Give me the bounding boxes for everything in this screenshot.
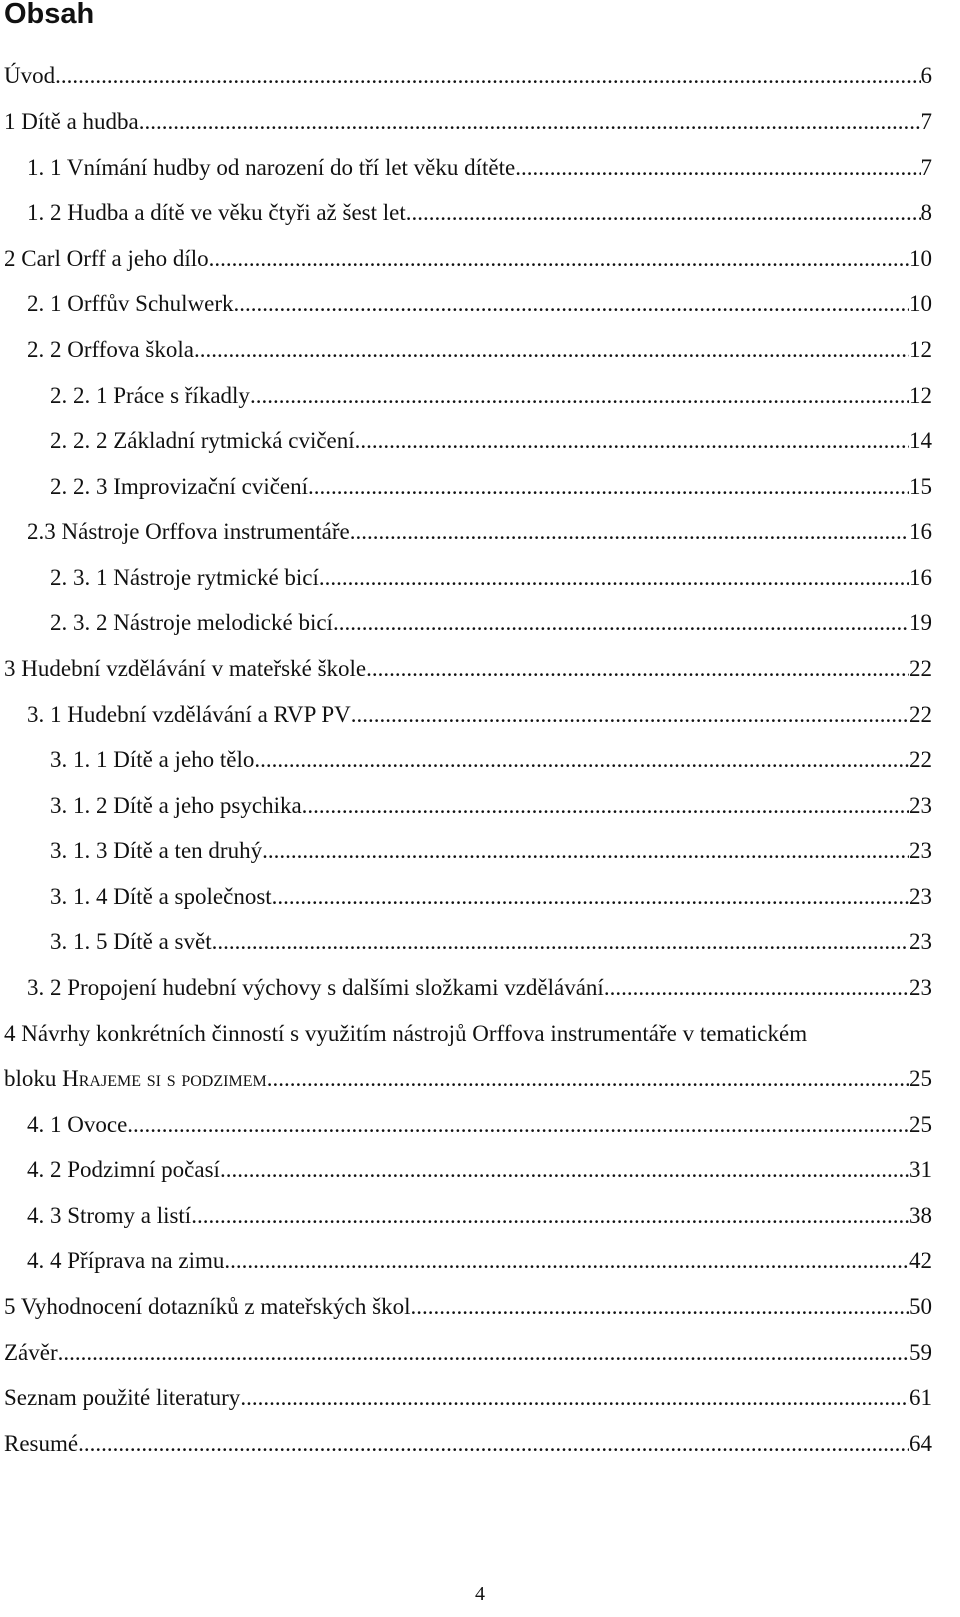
toc-entry-title: 2.3 Nástroje Orffova instrumentáře — [27, 519, 350, 544]
toc-entry-title: 4. 2 Podzimní počasí — [27, 1157, 220, 1182]
block-name: Hrajeme si s podzimem — [62, 1066, 267, 1091]
toc-entry-literature[interactable] — [4, 1383, 932, 1413]
dot-leader — [410, 1292, 909, 1322]
toc-entry-page: 22 — [909, 656, 932, 681]
toc-entry-title: 2. 3. 1 Nástroje rytmické bicí — [50, 565, 319, 590]
toc-entry-page: 19 — [909, 610, 932, 635]
toc-entry-page: 14 — [909, 428, 932, 453]
toc-entry-1-1[interactable] — [27, 153, 932, 183]
dot-leader — [515, 153, 920, 183]
toc-entry-title: Závěr — [4, 1340, 58, 1365]
toc-entry-title-continuation — [4, 1064, 267, 1094]
toc-entry-title: 1 Dítě a hudba — [4, 109, 139, 134]
toc-entry-chapter-2[interactable] — [4, 244, 932, 274]
toc-entry-page: 22 — [909, 747, 932, 772]
toc-entry-title: Seznam použité literatury — [4, 1385, 241, 1410]
toc-entry-uvod[interactable] — [4, 61, 932, 91]
toc-entry-page: 25 — [909, 1066, 932, 1091]
toc-entry-page: 12 — [909, 337, 932, 362]
toc-entry-title: 4. 4 Příprava na zimu — [27, 1248, 225, 1273]
toc-entry-chapter-5[interactable] — [4, 1292, 932, 1322]
toc-entry-3-1-1[interactable] — [50, 745, 932, 775]
toc-entry-title: 2. 1 Orffův Schulwerk — [27, 291, 234, 316]
toc-entry-4-4[interactable] — [27, 1246, 932, 1276]
toc-entry-page: 38 — [909, 1203, 932, 1228]
dot-leader — [406, 198, 921, 228]
dot-leader — [55, 61, 920, 91]
toc-entry-chapter-4-line-2[interactable] — [4, 1064, 932, 1094]
toc-entry-3-1-4[interactable] — [50, 882, 932, 912]
toc-entry-title: 3. 1 Hudební vzdělávání a RVP PV — [27, 702, 351, 727]
dot-leader — [209, 244, 909, 274]
toc-entry-page: 10 — [909, 291, 932, 316]
dot-leader — [350, 517, 909, 547]
dot-leader — [272, 882, 909, 912]
toc-entry-page: 10 — [909, 246, 932, 271]
toc-entry-page: 12 — [909, 383, 932, 408]
toc-entry-page: 31 — [909, 1157, 932, 1182]
toc-entry-page: 59 — [909, 1340, 932, 1365]
dot-leader — [262, 836, 909, 866]
dot-leader — [302, 791, 909, 821]
toc-entry-title: 4 Návrhy konkrétních činností s využitím nástrojů Orffova instrumentáře v tematickém — [4, 1021, 808, 1046]
toc-entry-chapter-3[interactable] — [4, 654, 932, 684]
dot-leader — [250, 381, 909, 411]
toc-entry-title: Resumé — [4, 1431, 79, 1456]
toc-entry-page: 8 — [920, 200, 932, 225]
toc-entry-title: 2. 2. 3 Improvizační cvičení — [50, 474, 309, 499]
toc-entry-chapter-4-line-1[interactable] — [4, 1019, 807, 1049]
dot-leader — [191, 1201, 909, 1231]
toc-entry-2-2[interactable] — [27, 335, 932, 365]
toc-entry-title: 3. 1. 1 Dítě a jeho tělo — [50, 747, 255, 772]
toc-entry-zaver[interactable] — [4, 1338, 932, 1368]
toc-entry-title: 3. 1. 5 Dítě a svět — [50, 929, 212, 954]
dot-leader — [604, 973, 909, 1003]
toc-entry-3-2[interactable] — [27, 973, 932, 1003]
dot-leader — [194, 335, 909, 365]
toc-entry-title: 3. 1. 2 Dítě a jeho psychika — [50, 793, 302, 818]
dot-leader — [254, 745, 909, 775]
dot-leader — [267, 1064, 909, 1094]
toc-entry-page: 23 — [909, 793, 932, 818]
toc-entry-page: 61 — [909, 1385, 932, 1410]
dot-leader — [351, 700, 909, 730]
toc-entry-2-3[interactable] — [27, 517, 932, 547]
toc-entry-4-3[interactable] — [27, 1201, 932, 1231]
toc-entry-title: 3. 1. 4 Dítě a společnost — [50, 884, 272, 909]
toc-entry-4-2[interactable] — [27, 1155, 932, 1185]
toc-entry-page: 15 — [909, 474, 932, 499]
toc-entry-page: 16 — [909, 519, 932, 544]
toc-entry-page: 7 — [920, 155, 932, 180]
toc-entry-3-1-2[interactable] — [50, 791, 932, 821]
dot-leader — [240, 1383, 909, 1413]
toc-entry-2-1[interactable] — [27, 289, 932, 319]
toc-entry-title: 2. 2. 1 Práce s říkadly — [50, 383, 250, 408]
toc-entry-page: 42 — [909, 1248, 932, 1273]
toc-entry-page: 16 — [909, 565, 932, 590]
dot-leader — [366, 654, 909, 684]
toc-entry-title: 5 Vyhodnocení dotazníků z mateřských škol — [4, 1294, 411, 1319]
toc-entry-2-3-2[interactable] — [50, 608, 932, 638]
toc-entry-title: 3 Hudební vzdělávání v mateřské škole — [4, 656, 367, 681]
toc-entry-page: 64 — [909, 1431, 932, 1456]
toc-entry-title: Úvod — [4, 63, 56, 88]
dot-leader — [220, 1155, 909, 1185]
continuation-prefix: bloku — [4, 1066, 63, 1091]
toc-entry-3-1-5[interactable] — [50, 927, 932, 957]
toc-entry-resume[interactable] — [4, 1429, 932, 1459]
dot-leader — [58, 1338, 909, 1368]
toc-entry-title: 4. 1 Ovoce — [27, 1112, 128, 1137]
toc-entry-3-1-3[interactable] — [50, 836, 932, 866]
toc-entry-title: 2. 3. 2 Nástroje melodické bicí — [50, 610, 333, 635]
toc-entry-title: 2 Carl Orff a jeho dílo — [4, 246, 209, 271]
dot-leader — [355, 426, 909, 456]
page-number: 4 — [475, 1583, 485, 1605]
toc-entry-title: 3. 1. 3 Dítě a ten druhý — [50, 838, 263, 863]
toc-entry-title: 2. 2 Orffova škola — [27, 337, 194, 362]
toc-entry-2-3-1[interactable] — [50, 563, 932, 593]
toc-entry-title: 1. 2 Hudba a dítě ve věku čtyři až šest let — [27, 200, 406, 225]
toc-entry-page: 23 — [909, 929, 932, 954]
dot-leader — [319, 563, 909, 593]
dot-leader — [78, 1429, 909, 1459]
toc-entry-page: 23 — [909, 884, 932, 909]
toc-entry-2-2-2[interactable] — [50, 426, 932, 456]
toc-entry-chapter-1[interactable] — [4, 107, 932, 137]
toc-entry-page: 6 — [920, 63, 932, 88]
dot-leader — [224, 1246, 909, 1276]
toc-entry-page: 7 — [920, 109, 932, 134]
toc-entry-2-2-1[interactable] — [50, 381, 932, 411]
toc-entry-title: 3. 2 Propojení hudební výchovy s dalšími složkami vzdělávání — [27, 975, 604, 1000]
toc-entry-title: 4. 3 Stromy a listí — [27, 1203, 192, 1228]
toc-entry-4-1[interactable] — [27, 1110, 932, 1140]
dot-leader — [127, 1110, 909, 1140]
toc-entry-title: 1. 1 Vnímání hudby od narození do tří let věku dítěte — [27, 155, 516, 180]
toc-entry-page: 25 — [909, 1112, 932, 1137]
toc-entry-3-1[interactable] — [27, 700, 932, 730]
toc-heading: Obsah — [4, 0, 95, 30]
toc-entry-page: 22 — [909, 702, 932, 727]
dot-leader — [234, 289, 909, 319]
dot-leader — [308, 472, 909, 502]
dot-leader — [333, 608, 909, 638]
dot-leader — [212, 927, 909, 957]
toc-entry-2-2-3[interactable] — [50, 472, 932, 502]
dot-leader — [139, 107, 921, 137]
toc-entry-title: 2. 2. 2 Základní rytmická cvičení — [50, 428, 355, 453]
toc-entry-page: 50 — [909, 1294, 932, 1319]
toc-entry-page: 23 — [909, 975, 932, 1000]
toc-entry-page: 23 — [909, 838, 932, 863]
toc-entry-1-2[interactable] — [27, 198, 932, 228]
